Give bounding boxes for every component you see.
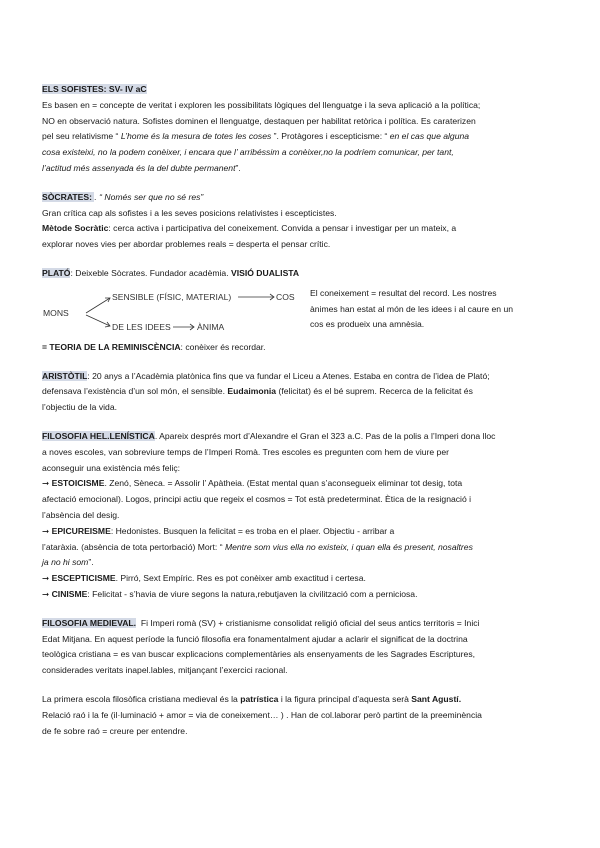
patristica-line-1 <box>42 692 558 708</box>
quote-epicur: Mentre som vius ella no existeix, i quan ella és present, nosaltres <box>224 541 473 552</box>
visio-dualista: VISIÓ DUALISTA <box>231 267 300 278</box>
text-span: : Hedonistes. Busquen la felicitat = es troba en el plaer. Objectiu - arribar a <box>110 525 395 536</box>
plato-coneixement <box>310 286 560 333</box>
patristica-line-2: Relació raó i la fe (il·luminació + amor = via de coneixement… ) . Han de col.laborar però partint de la preeminència <box>42 709 482 720</box>
quote-protagores: en el cas que alguna <box>389 131 470 142</box>
estoicisme-label: ESTOICISME <box>51 478 105 489</box>
socrates-line-2 <box>42 221 558 237</box>
text-span: i la figura principal d’aquesta serà <box>278 693 412 704</box>
text-span: ”. <box>235 162 241 173</box>
text-span: l’ataràxia. (absència de tota pertorbació) Mort: “ <box>42 541 225 552</box>
socrates-line-3: explorar noves vies per abordar problemes reals = desperta el pensar crític. <box>42 239 331 250</box>
socrates-heading-line <box>42 190 558 206</box>
cinisme-line <box>42 587 558 603</box>
text-span: pel seu relativisme “ <box>42 131 121 142</box>
sofistes-line-2: NO en observació natura. Sofistes dominen el llenguatge, destaquen per habilitat retòrica i política. Es caraterizen <box>42 115 476 126</box>
arrow-right-icon: ➞ <box>42 525 50 536</box>
arrow-right-icon: ➞ <box>42 588 50 599</box>
sant-agusti: Sant Agustí. <box>411 693 462 704</box>
diagram-idees: DE LES IDEES <box>112 321 171 332</box>
eudaimonia: Eudaimonia <box>227 386 277 397</box>
quote-epicur-2: ja no hi som <box>42 557 89 568</box>
socrates-line-1: Gran crítica cap als sofistes i a les seves posicions relativistes i escepticistes. <box>42 207 337 218</box>
text-span: : cerca activa i participativa del coneixement. Convida a pensar i investigar per un mateix, a <box>108 223 457 234</box>
epicureisme-line-2 <box>42 540 558 556</box>
sofistes-line-3 <box>42 129 558 145</box>
text-span: . Apareix després mort d’Alexandre el Gran el 323 a.C. Pas de la polis a l’Imperi dona lloc <box>154 430 496 441</box>
section-plato <box>42 266 558 356</box>
arrow-right-icon: ➞ <box>42 478 50 489</box>
diagram-sensible: SENSIBLE (FÍSIC, MATERIAL) <box>112 291 232 302</box>
estoicisme-line-3: l’absència del desig. <box>42 509 120 520</box>
text-span: : conèixer és recordar. <box>180 341 266 352</box>
medieval-heading: FILOSOFIA MEDIEVAL. <box>42 617 137 628</box>
sofistes-line-1: Es basen en = concepte de veritat i exploren les possibilitats lògiques del llenguatge i la seva aplicació a la política; <box>42 99 481 110</box>
quote-protagores-3: l’actitud més assenyada és la del dubte permanent <box>42 162 236 173</box>
medieval-line-4: considerades veritats inapel.lables, mitjançant l’exercici racional. <box>42 665 288 676</box>
document-page <box>42 82 558 752</box>
text-span: Fi Imperi romà (SV) + cristianisme consolidat religió oficial del seus antics territoris = Inici <box>136 617 480 628</box>
section-sofistes <box>42 82 558 177</box>
text-span: : Deixeble Sòcrates. Fundador acadèmia. <box>70 267 231 278</box>
hel-line-3: aconseguir una existència més feliç: <box>42 462 181 473</box>
medieval-line-2: Edat Mitjana. En aquest període la funció filosofia era fonamentalment ajudar a aclarir el significat de la doctrina <box>42 633 468 644</box>
mons-diagram <box>42 282 307 340</box>
plato-right-1: El coneixement = resultat del record. Les nostres <box>310 287 497 298</box>
teoria-reminiscencia: = TEORIA DE LA REMINISCÈNCIA <box>42 341 181 352</box>
aristotil-line-3: l’objectiu de la vida. <box>42 402 118 413</box>
arrow-right-icon: ➞ <box>42 573 50 584</box>
cinisme-label: CINISME <box>51 588 88 599</box>
quote-relativisme: L’home és la mesura de totes les coses <box>120 131 274 142</box>
text-span: defensava l’existència d’un sol món, el sensible. <box>42 386 228 397</box>
epicureisme-line-3 <box>42 555 558 571</box>
aristotil-line-1 <box>42 369 558 385</box>
hel-heading: FILOSOFIA HEL.LENÍSTICA <box>42 430 155 441</box>
diagram-cos: COS <box>276 291 295 302</box>
section-aristotil <box>42 369 558 416</box>
medieval-line-1 <box>42 616 558 632</box>
arrow-line-sensible <box>86 298 110 313</box>
hel-line-1 <box>42 429 558 445</box>
estoicisme-line-1 <box>42 476 558 492</box>
text-span: (felicitat) és el bé suprem. Recerca de la felicitat és <box>276 386 473 397</box>
estoicisme-line-2: afectació emocional). Logos, principi actiu que regeix el cosmos = Tot està predeterminat. Ètica de la resignació i <box>42 494 472 505</box>
section-medieval <box>42 616 558 679</box>
plato-right-2: ànimes han estat al món de les idees i al caure en un <box>310 303 514 314</box>
epicureisme-label: EPICUREISME <box>51 525 111 536</box>
plato-theory-line <box>42 340 558 356</box>
aristotil-line-2 <box>42 384 558 400</box>
sofistes-heading-line <box>42 82 558 98</box>
plato-right-3: cos es produeix una amnèsia. <box>310 319 425 330</box>
sofistes-line-4 <box>42 145 558 161</box>
plato-heading-line <box>42 266 558 282</box>
socrates-quote: . “ Només ser que no sé res” <box>94 191 204 202</box>
text-span: : Felicitat - s’havia de viure segons la natura,rebutjaven la civilització com a perniciosa. <box>87 588 418 599</box>
patristica-line-3: de fe sobre raó = creure per entendre. <box>42 725 188 736</box>
socrates-heading: SÒCRATES: <box>42 191 95 202</box>
medieval-line-3: teològica cristiana = es van buscar explicacions complementàries als ensenyaments de les Sagrades Escriptures, <box>42 649 476 660</box>
section-patristica <box>42 692 558 739</box>
hel-line-2: a noves escoles, van sobreviure temps de l’Imperi Romà. Tres escoles es pregunten com hem de viure per <box>42 446 449 457</box>
diagram-mons: MONS <box>43 307 69 318</box>
patristica: patrística <box>240 693 279 704</box>
sofistes-heading: ELS SOFISTES: SV- IV aC <box>42 84 147 94</box>
escepticisme-label: ESCEPTICISME <box>51 573 116 584</box>
escepticisme-line <box>42 571 558 587</box>
plato-row <box>42 282 558 340</box>
epicureisme-line-1 <box>42 524 558 540</box>
diagram-anima: ÀNIMA <box>197 321 225 332</box>
section-hellenistica <box>42 429 558 603</box>
diagram-arrows <box>42 282 307 340</box>
arrow-line-idees <box>86 315 110 326</box>
sofistes-line-5 <box>42 161 558 177</box>
quote-protagores-2: cosa existeixi, no la podem conèixer, i encara que l’ arribéssim a conèixer,no la podríem comunicar, per tant, <box>42 147 454 158</box>
text-span: . Pirró, Sext Empíric. Res es pot conèixer amb exactitud i certesa. <box>115 573 366 584</box>
text-span: ”. Protàgores i escepticisme: “ <box>273 131 390 142</box>
text-span: ”. <box>88 557 94 568</box>
section-socrates <box>42 190 558 253</box>
aristotil-heading: ARISTÒTIL <box>42 370 88 381</box>
metode-socratic-label: Mètode Socràtic <box>42 223 109 234</box>
text-span: : 20 anys a l’Acadèmia platònica fins que va fundar el Liceu a Atenes. Estaba en contra de l’idea de Plató; <box>87 370 490 381</box>
text-span: La primera escola filosòfica cristiana medieval és la <box>42 693 241 704</box>
text-span: . Zenó, Sèneca. = Assolir l’ Apàtheia. (Estat mental quan s’aconsegueix eliminar tot desig, tota <box>104 478 463 489</box>
plato-heading: PLATÓ <box>42 267 71 278</box>
